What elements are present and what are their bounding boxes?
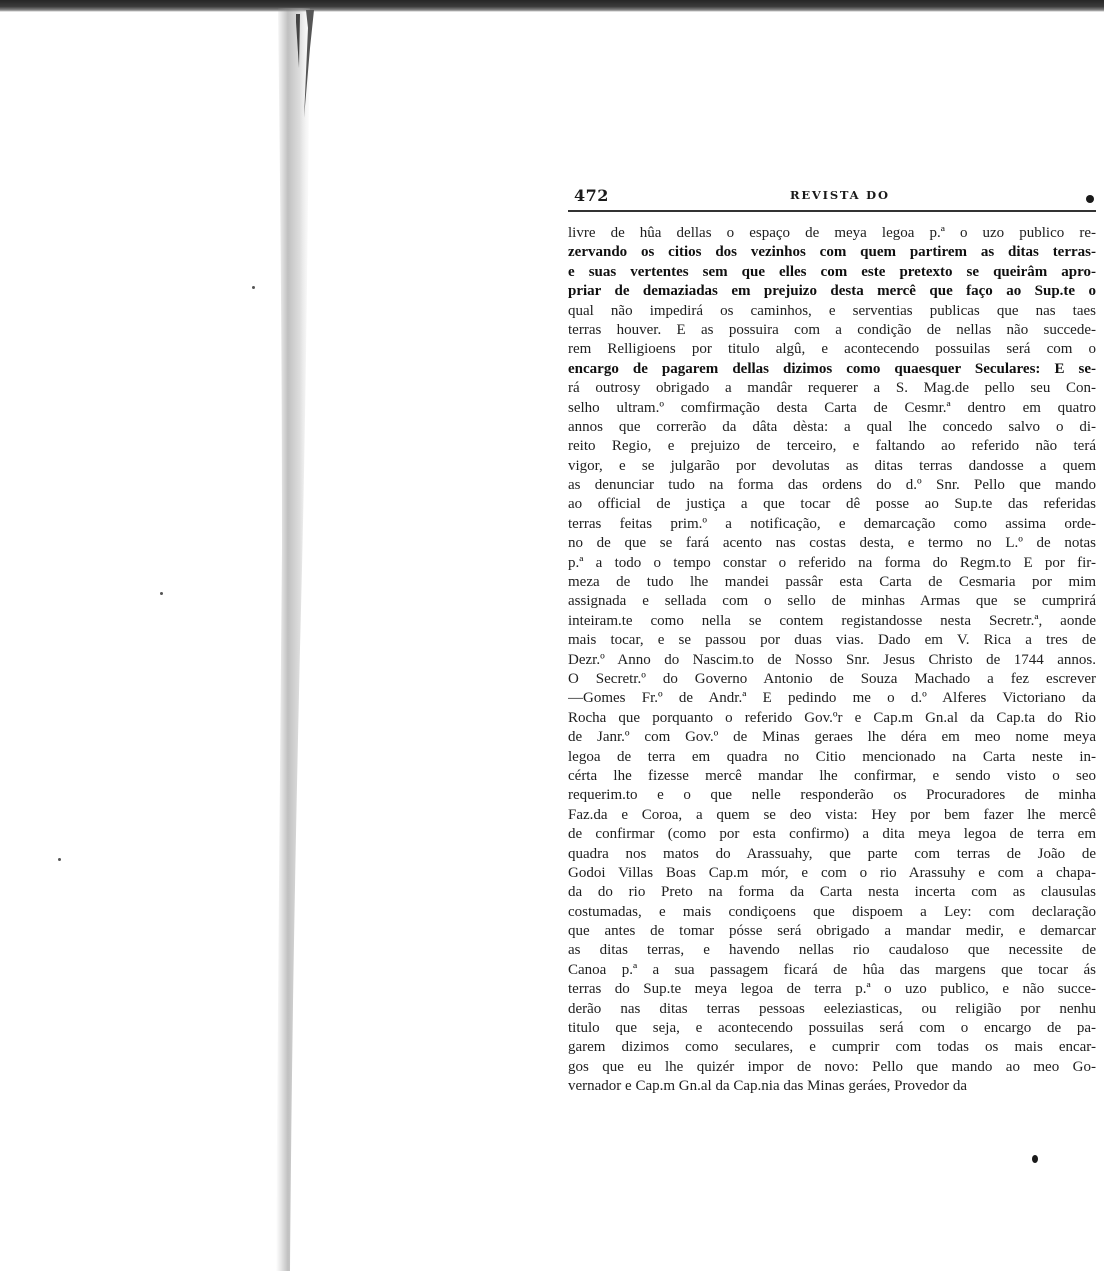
- text-line: priar de demaziadas em prejuizo desta mercê que faço ao Sup.te o: [568, 283, 1096, 300]
- text-line: reito Regio, e prejuizo de terceiro, e faltando ao referido não terá: [568, 438, 1096, 455]
- text-line: as ditas terras, e havendo nellas rio caudaloso que necessite de: [568, 942, 1096, 959]
- text-line: encargo de pagarem dellas dizimos como quaesquer Seculares: E se-: [568, 360, 1096, 377]
- text-line: rá outrosy obrigado a mandâr requerer a S. Mag.de pello seu Con-: [568, 380, 1096, 397]
- scan-top-edge: [0, 0, 1104, 12]
- document-page: [568, 182, 1096, 1097]
- book-gutter-shadow: [270, 8, 340, 1271]
- text-line: de confirmar (como por esta confirmo) a dita meya legoa de terra em: [568, 826, 1096, 843]
- running-header: [568, 182, 1096, 212]
- text-line: zervando os citios dos vezinhos com quem partirem as ditas terras-: [568, 244, 1096, 261]
- text-line: inteiram.te como nella se contem registandosse nesta Secretr.ª, aonde: [568, 612, 1096, 629]
- text-line: cérta lhe fizesse mercê mandar lhe confirmar, e sendo visto o seo: [568, 767, 1096, 784]
- text-line: O Secretr.º do Governo Antonio de Souza Machado a fez escrever: [568, 670, 1096, 687]
- text-line: Rocha que porquanto o referido Gov.ºr e Cap.m Gn.al da Cap.ta do Rio: [568, 709, 1096, 726]
- text-line: legoa de terra em quadra no Citio mencionado na Carta neste in-: [568, 748, 1096, 765]
- text-line: titulo que seja, e acontecendo possuilas será com o encargo de pa-: [568, 1020, 1096, 1037]
- text-line: e suas vertentes sem que elles com este pretexto se queirâm apro-: [568, 263, 1096, 280]
- text-line: terras houver. E as possuira com a condição de nellas não succede-: [568, 321, 1096, 338]
- body-text: [568, 224, 1096, 1097]
- running-head-title: REVISTA DO: [790, 188, 890, 202]
- text-line: as denunciar tudo na forma das ordens do d.º Snr. Pello que mando: [568, 477, 1096, 494]
- text-line: annos que correrão da dâta dèsta: a qual lhe concedo salvo o di-: [568, 418, 1096, 435]
- text-line: rem Relligioens por titulo algû, e acontecendo possuilas será com o: [568, 341, 1096, 358]
- text-line: derão nas ditas terras pessoas eeleziasticas, ou religião por nenhu: [568, 1000, 1096, 1017]
- text-line: da do rio Preto na forma da Carta nesta incerta com as clausulas: [568, 884, 1096, 901]
- text-line: meza de tudo lhe mandei passâr esta Carta de Cesmaria por mim: [568, 574, 1096, 591]
- text-line: Dezr.º Anno do Nascim.to de Nosso Snr. Jesus Christo de 1744 annos.: [568, 651, 1096, 668]
- text-line: assignada e sellada com o sello de minhas Armas que se cumprirá: [568, 593, 1096, 610]
- text-line: selho ultram.º comfirmação desta Carta de Cesmr.ª dentro em quatro: [568, 399, 1096, 416]
- scan-speck: [160, 592, 163, 595]
- text-line: vernador e Cap.m Gn.al da Cap.nia das Minas geráes, Provedor da: [568, 1078, 968, 1095]
- text-line: ao official de justiça a que tocar dê posse ao Sup.te das referidas: [568, 496, 1096, 513]
- text-line: requerim.to e o que nelle responderão os Procuradores de minha: [568, 787, 1096, 804]
- text-line: quadra nos matos do Arassuahy, que parte com terras de João de: [568, 845, 1096, 862]
- header-dot: [1086, 195, 1094, 203]
- text-line: gos que eu lhe quizér impor de novo: Pello que mando ao meo Go-: [568, 1058, 1096, 1075]
- text-line: terras feitas prim.º a notificação, e demarcação como assima orde-: [568, 515, 1096, 532]
- scan-speck: [58, 858, 61, 861]
- text-line: livre de hûa dellas o espaço de meya legoa p.ª o uzo publico re-: [568, 225, 1096, 241]
- text-line: Canoa p.ª a sua passagem ficará de hûa das margens que tocar ás: [568, 961, 1096, 978]
- text-line: costumadas, e mais condiçoens que dispoem a Ley: com declaração: [568, 903, 1096, 920]
- footer-dot: [1032, 1155, 1038, 1163]
- text-line: de Janr.º com Gov.º de Minas geraes lhe déra em meo nome meya: [568, 729, 1096, 746]
- text-line: Godoi Villas Boas Cap.m mór, e com o rio Arassuhy e com a chapa-: [568, 864, 1096, 881]
- scan-speck: [252, 286, 255, 289]
- text-line: vigor, e se julgarão por devolutas as ditas terras dandosse a quem: [568, 457, 1096, 474]
- text-line: p.ª a todo o tempo constar o referido na forma do Regm.to E por fir-: [568, 554, 1096, 571]
- page-number: 472: [574, 186, 609, 205]
- text-line: garem dizimos como seculares, e cumprir com todas os mais encar-: [568, 1039, 1096, 1056]
- text-line: terras do Sup.te meya legoa de terra p.ª o uzo publico, e não succe-: [568, 981, 1096, 998]
- text-line: mais tocar, e se passou por duas vias. Dado em V. Rica a tres de: [568, 632, 1096, 649]
- text-line: Faz.da e Coroa, a quem se deo vista: Hey por bem fazer lhe mercê: [568, 806, 1096, 823]
- text-line: no de que se fará acento nas costas desta, e termo no L.º de notas: [568, 535, 1096, 552]
- text-line: que antes de tomar pósse será obrigado a mandar medir, e demarcar: [568, 923, 1096, 940]
- text-line: qual não impedirá os caminhos, e serventias publicas que nas taes: [568, 302, 1096, 319]
- text-line: —Gomes Fr.º de Andr.ª E pedindo me o d.º Alferes Victoriano da: [568, 690, 1096, 707]
